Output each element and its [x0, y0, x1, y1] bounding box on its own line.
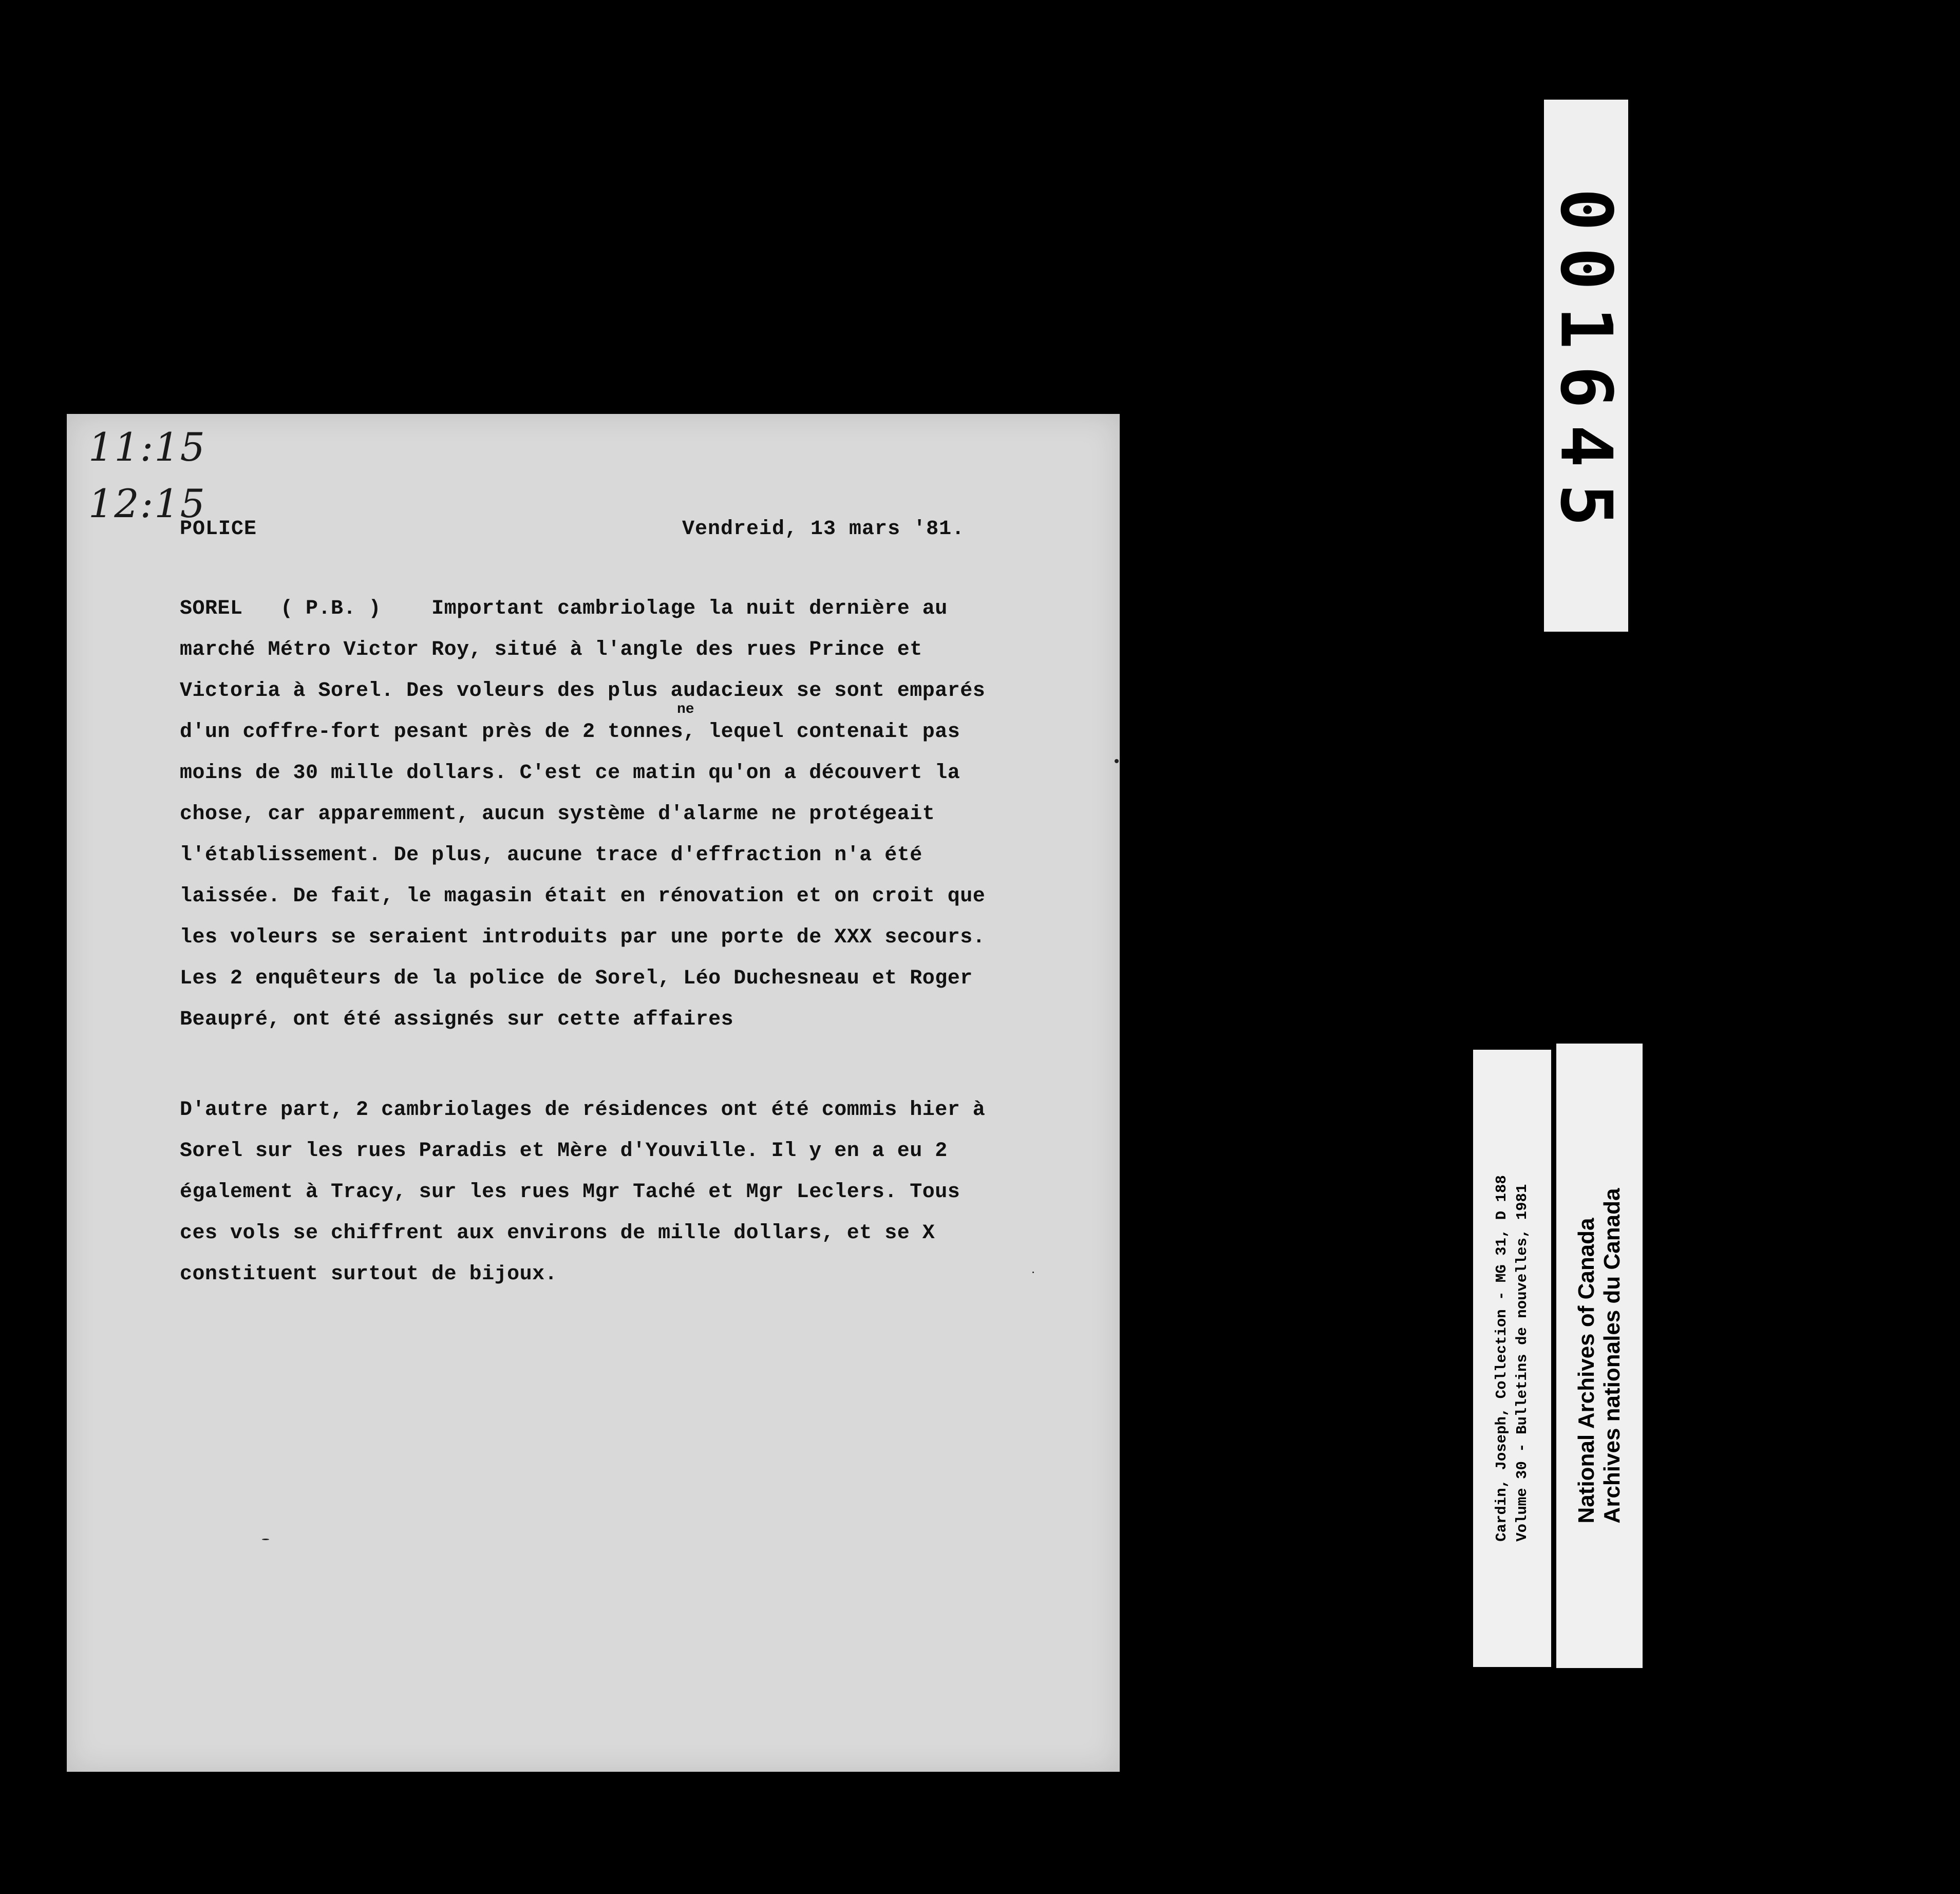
text-line: également à Tracy, sur les rues Mgr Taché et Mgr Leclers. Tous [180, 1181, 960, 1204]
text-line: d'un coffre-fort pesant près de 2 tonnes, lequel contenait pas [180, 721, 960, 744]
text-line: moins de 30 mille dollars. C'est ce matin qu'on a découvert la [180, 762, 960, 785]
archive-label-line: National Archives of Canada [1574, 1218, 1599, 1524]
text-line: ces vols se chiffrent aux environs de mille dollars, et se X [180, 1222, 935, 1245]
typed-document-page [67, 414, 1120, 1772]
document-date: Vendreid, 13 mars '81. [682, 518, 965, 541]
paragraph-2 [180, 1090, 1063, 1295]
text-line: laissée. De fait, le magasin était en rénovation et on croit que [180, 885, 986, 908]
text-line: chose, car apparemment, aucun système d'alarme ne protégeait [180, 803, 935, 826]
text-line: marché Métro Victor Roy, situé à l'angle des rues Prince et [180, 638, 922, 661]
frame-number-strip [1544, 100, 1628, 632]
text-line: Beaupré, ont été assignés sur cette affaires [180, 1008, 734, 1031]
section-heading: POLICE [180, 518, 257, 541]
text-line: constituent surtout de bijoux. [180, 1263, 558, 1286]
archive-label-line: Archives nationales du Canada [1599, 1188, 1625, 1524]
interlinear-correction: ne [677, 702, 694, 717]
text-line: l'établissement. De plus, aucune trace d'effraction n'a été [180, 844, 922, 867]
frame-number: 001645 [1544, 188, 1628, 543]
archive-label [1556, 1044, 1643, 1668]
text-line: D'autre part, 2 cambriolages de résidences ont été commis hier à [180, 1098, 986, 1122]
text-line: Les 2 enquêteurs de la police de Sorel, Léo Duchesneau et Roger [180, 967, 973, 990]
paper-speck [262, 1539, 269, 1540]
paper-speck [1032, 1272, 1034, 1273]
handwritten-time-top: 11:15 [88, 424, 206, 470]
text-line: Sorel sur les rues Paradis et Mère d'Youville. Il y en a eu 2 [180, 1140, 948, 1163]
text-line: Victoria à Sorel. Des voleurs des plus audacieux se sont emparés [180, 679, 986, 703]
collection-label-line: Volume 30 - Bulletins de nouvelles, 1981 [1514, 1184, 1531, 1542]
paper-speck [1115, 759, 1119, 763]
text-line: SOREL ( P.B. ) Important cambriolage la nuit dernière au [180, 597, 948, 620]
paragraph-1 [180, 589, 1063, 1040]
handwritten-time-bottom: 12:15 [88, 481, 206, 526]
collection-label [1473, 1050, 1551, 1667]
collection-label-line: Cardin, Joseph, Collection - MG 31, D 188 [1493, 1175, 1510, 1542]
text-line: les voleurs se seraient introduits par une porte de XXX secours. [180, 926, 986, 949]
